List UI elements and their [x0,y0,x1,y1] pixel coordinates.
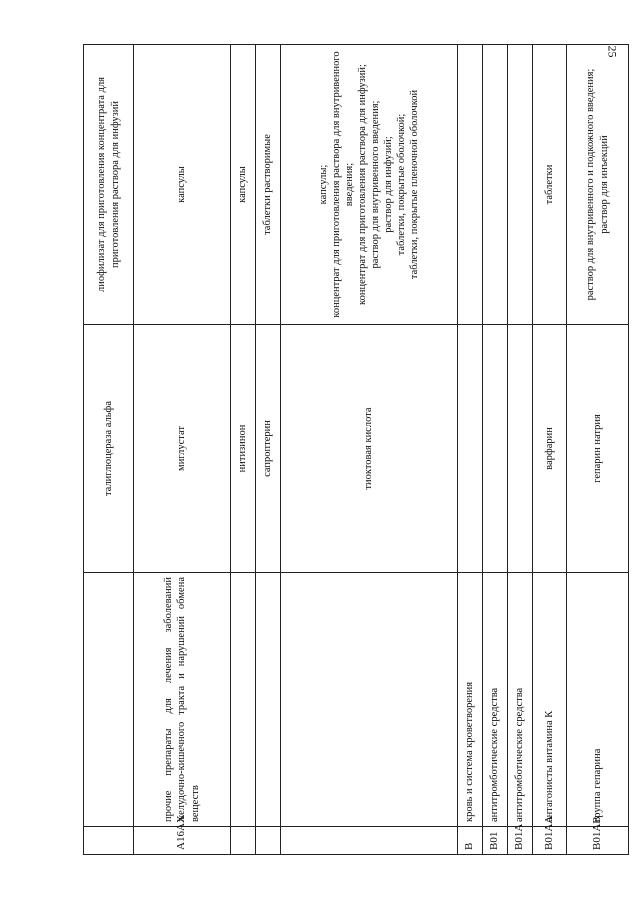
table-row [231,45,256,855]
drug-name-cell: талиглюцераза альфа [84,325,134,573]
drug-table [83,44,629,855]
dosage-form-cell [533,45,567,325]
atc-name-cell: антитромботические средства [508,573,533,827]
drug-name-cell: миглустат [134,325,231,573]
atc-code-cell [84,827,134,855]
dosage-form-cell [134,45,231,325]
atc-name-cell: прочие препараты для лечения заболеваний желудочно-кишечного тракта и нарушений обмена веществ [134,573,231,827]
atc-code-cell: A16AX [134,827,231,855]
table-row [508,45,533,855]
table-row [256,45,281,855]
atc-name-cell: кровь и система кроветворения [458,573,483,827]
atc-name-cell [281,573,458,827]
dosage-form-line: лиофилизат для приготовления концентрата для приготовления раствора для инфузий [96,76,121,293]
table-row [134,45,231,855]
rotated-page [83,45,610,855]
dosage-form-line: раствор для инъекций [598,135,610,234]
table-row [567,45,629,855]
drug-name-cell [458,325,483,573]
table-row [281,45,458,855]
dosage-form-cell [567,45,629,325]
atc-name-cell: антитромботические средства [483,573,508,827]
dosage-form-cell [84,45,134,325]
drug-name-cell: тиоктовая кислота [281,325,458,573]
drug-name-cell: варфарин [533,325,567,573]
dosage-form-line: таблетки [543,164,555,205]
atc-code-cell: B01 [483,827,508,855]
dosage-form-line: капсулы; [317,164,329,205]
table-row [84,45,134,855]
dosage-form-line: раствор для внутривенного введения; [370,100,381,269]
dosage-form-line: раствор для инфузий; [383,136,395,233]
atc-name-cell: группа гепарина [567,573,629,827]
atc-code-cell [256,827,281,855]
atc-code-cell: B01A [508,827,533,855]
table-row [533,45,567,855]
dosage-form-line: концентрат для приготовления раствора для инфузий; [356,64,368,305]
dosage-form-line: капсулы [237,166,249,203]
dosage-form-cell [508,45,533,325]
atc-code-cell: B01AB [567,827,629,855]
dosage-form-cell [458,45,483,325]
drug-name-cell: гепарин натрия [567,325,629,573]
atc-code-cell: B01AA [533,827,567,855]
dosage-form-cell [281,45,458,325]
atc-code-cell: B [458,827,483,855]
dosage-form-cell [483,45,508,325]
atc-name-cell: антагонисты витамина К [533,573,567,827]
dosage-form-line: концентрат для приготовления раствора для внутривенного введения; [330,51,355,318]
dosage-form-line: таблетки, покрытые пленочной оболочкой [409,89,421,280]
dosage-form-line: капсулы [176,166,188,203]
drug-name-cell [508,325,533,573]
dosage-form-cell [256,45,281,325]
table-row [458,45,483,855]
table-row [483,45,508,855]
page-number: 25 [605,45,620,58]
dosage-form-line: таблетки, покрытые оболочкой; [396,113,408,256]
drug-name-cell: сапроптерин [256,325,281,573]
atc-name-cell [84,573,134,827]
dosage-form-line: раствор для внутривенного и подкожного введения; [585,68,597,301]
atc-name-cell [231,573,256,827]
drug-name-cell: нитизинон [231,325,256,573]
dosage-form-line: таблетки растворимые [262,134,274,235]
atc-code-cell [231,827,256,855]
dosage-form-cell [231,45,256,325]
drug-name-cell [483,325,508,573]
atc-code-cell [281,827,458,855]
atc-name-cell [256,573,281,827]
